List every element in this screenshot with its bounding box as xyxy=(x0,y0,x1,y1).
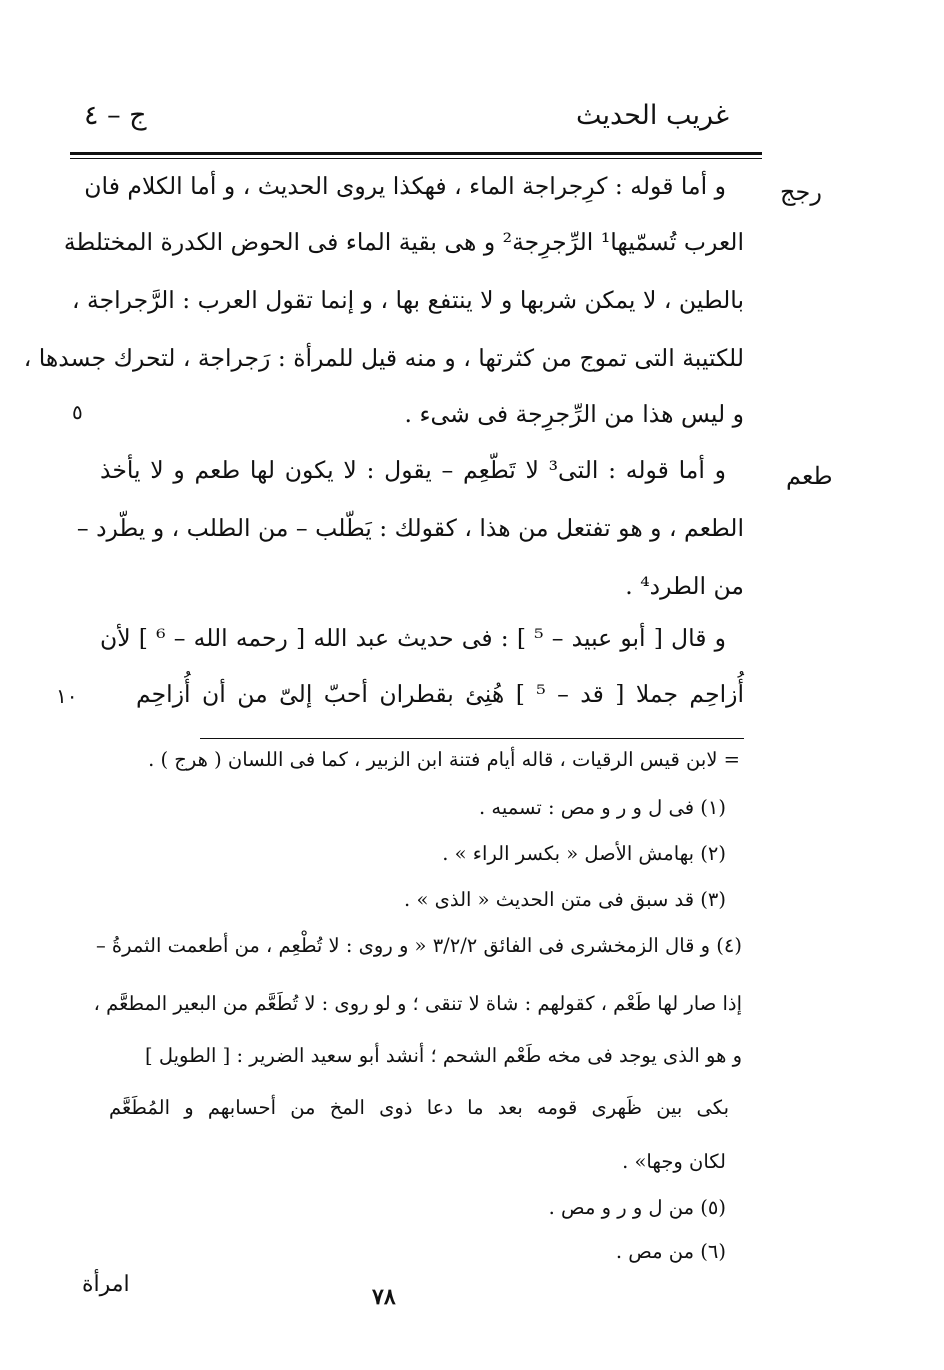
footnote-3: (٣) قد سبق فى متن الحديث « الذى » . xyxy=(404,888,726,911)
catchword: امرأة xyxy=(82,1272,130,1297)
verse-second-hemistich: ذوى المخ من أحسابهم و المُطَعَّم xyxy=(109,1096,413,1119)
body-line-4: للكتيبة التى تموج من كثرتها ، و منه قيل للمرأة : رَجراجة ، لتحرك جسدها ، xyxy=(23,344,744,372)
body-line-8: من الطرد⁴ . xyxy=(625,572,744,600)
footnote-5: (٥) من ل و ر و مص . xyxy=(548,1196,726,1219)
footnote-4-line-2: إذا صار لها طَعْم ، كقولهم : شاة لا تنقى ؛ و لو روى : لا تُطَعَّم من البعير المطعَّم ، xyxy=(93,992,742,1015)
running-header-title: غريب الحديث xyxy=(576,100,729,131)
footnote-6: (٦) من مص . xyxy=(615,1240,726,1263)
body-line-6: و أما قوله : التى³ لا تَطّعِم – يقول : لا يكون لها طعم و لا يأخذ xyxy=(100,456,726,484)
footnote-1: (١) فى ل و ر و مص : تسميه . xyxy=(478,796,726,819)
verse-line xyxy=(109,1096,729,1119)
body-line-9: و قال [ أبو عبيد – ⁵ ] : فى حديث عبد الله [ رحمه الله – ⁶ ] لأن xyxy=(100,624,726,652)
footnote-rule xyxy=(200,738,744,739)
body-line-10: أُزاحِم جملا [ قد – ⁵ ] هُنِئ بقطران أحبّ إلىّ من أن أُزاحِم xyxy=(136,680,745,708)
footnote-4-end: لكان وجها» . xyxy=(622,1150,726,1173)
page-number: ٧٨ xyxy=(372,1284,396,1310)
footnote-continuation: = لابن قيس الرقيات ، قاله أيام فتنة ابن الزبير ، كما فى اللسان ( هرج ) . xyxy=(148,748,740,771)
margin-word-tam: طعم xyxy=(786,462,833,490)
body-line-1: و أما قوله : كرِجراجة الماء ، فهكذا يروى الحديث ، و أما الكلام فان xyxy=(84,172,726,200)
verse-first-hemistich: بكى بين ظَهرى قومه بعد ما دعا xyxy=(426,1096,730,1119)
footnote-2: (٢) بهامش الأصل « بكسر الراء » . xyxy=(442,842,726,865)
body-line-2: العرب تُسمّيها¹ الرِّجرِجة² و هى بقية الماء فى الحوض الكدرة المختلطة xyxy=(63,228,744,256)
header-rule xyxy=(70,152,762,155)
running-header-volume: ج – ٤ xyxy=(84,100,147,131)
footnote-4-line-3: و هو الذى يوجد فى مخه طَعْم الشحم ؛ أنشد أبو سعيد الضرير : [ الطويل ] xyxy=(145,1044,742,1067)
header-rule-thin xyxy=(70,158,762,159)
footnote-4: (٤) و قال الزمخشرى فى الفائق ٣/٢/٢ « و روى : لا تُطْعِم ، من أطعمت الثمرةُ – xyxy=(95,934,742,957)
line-number-10: ١٠ xyxy=(56,684,78,708)
body-line-5: و ليس هذا من الرِّجرِجة فى شىء . xyxy=(404,400,744,428)
line-number-5: ٥ xyxy=(72,400,83,424)
margin-word-rjj: رجج xyxy=(780,178,822,206)
body-line-3: بالطين ، لا يمكن شربها و لا ينتفع بها ، و إنما تقول العرب : الرَّجراجة ، xyxy=(71,286,744,314)
body-line-7: الطعم ، و هو تفتعل من هذا ، كقولك : يَطّلب – من الطلب ، و يطّرد – xyxy=(76,514,744,542)
